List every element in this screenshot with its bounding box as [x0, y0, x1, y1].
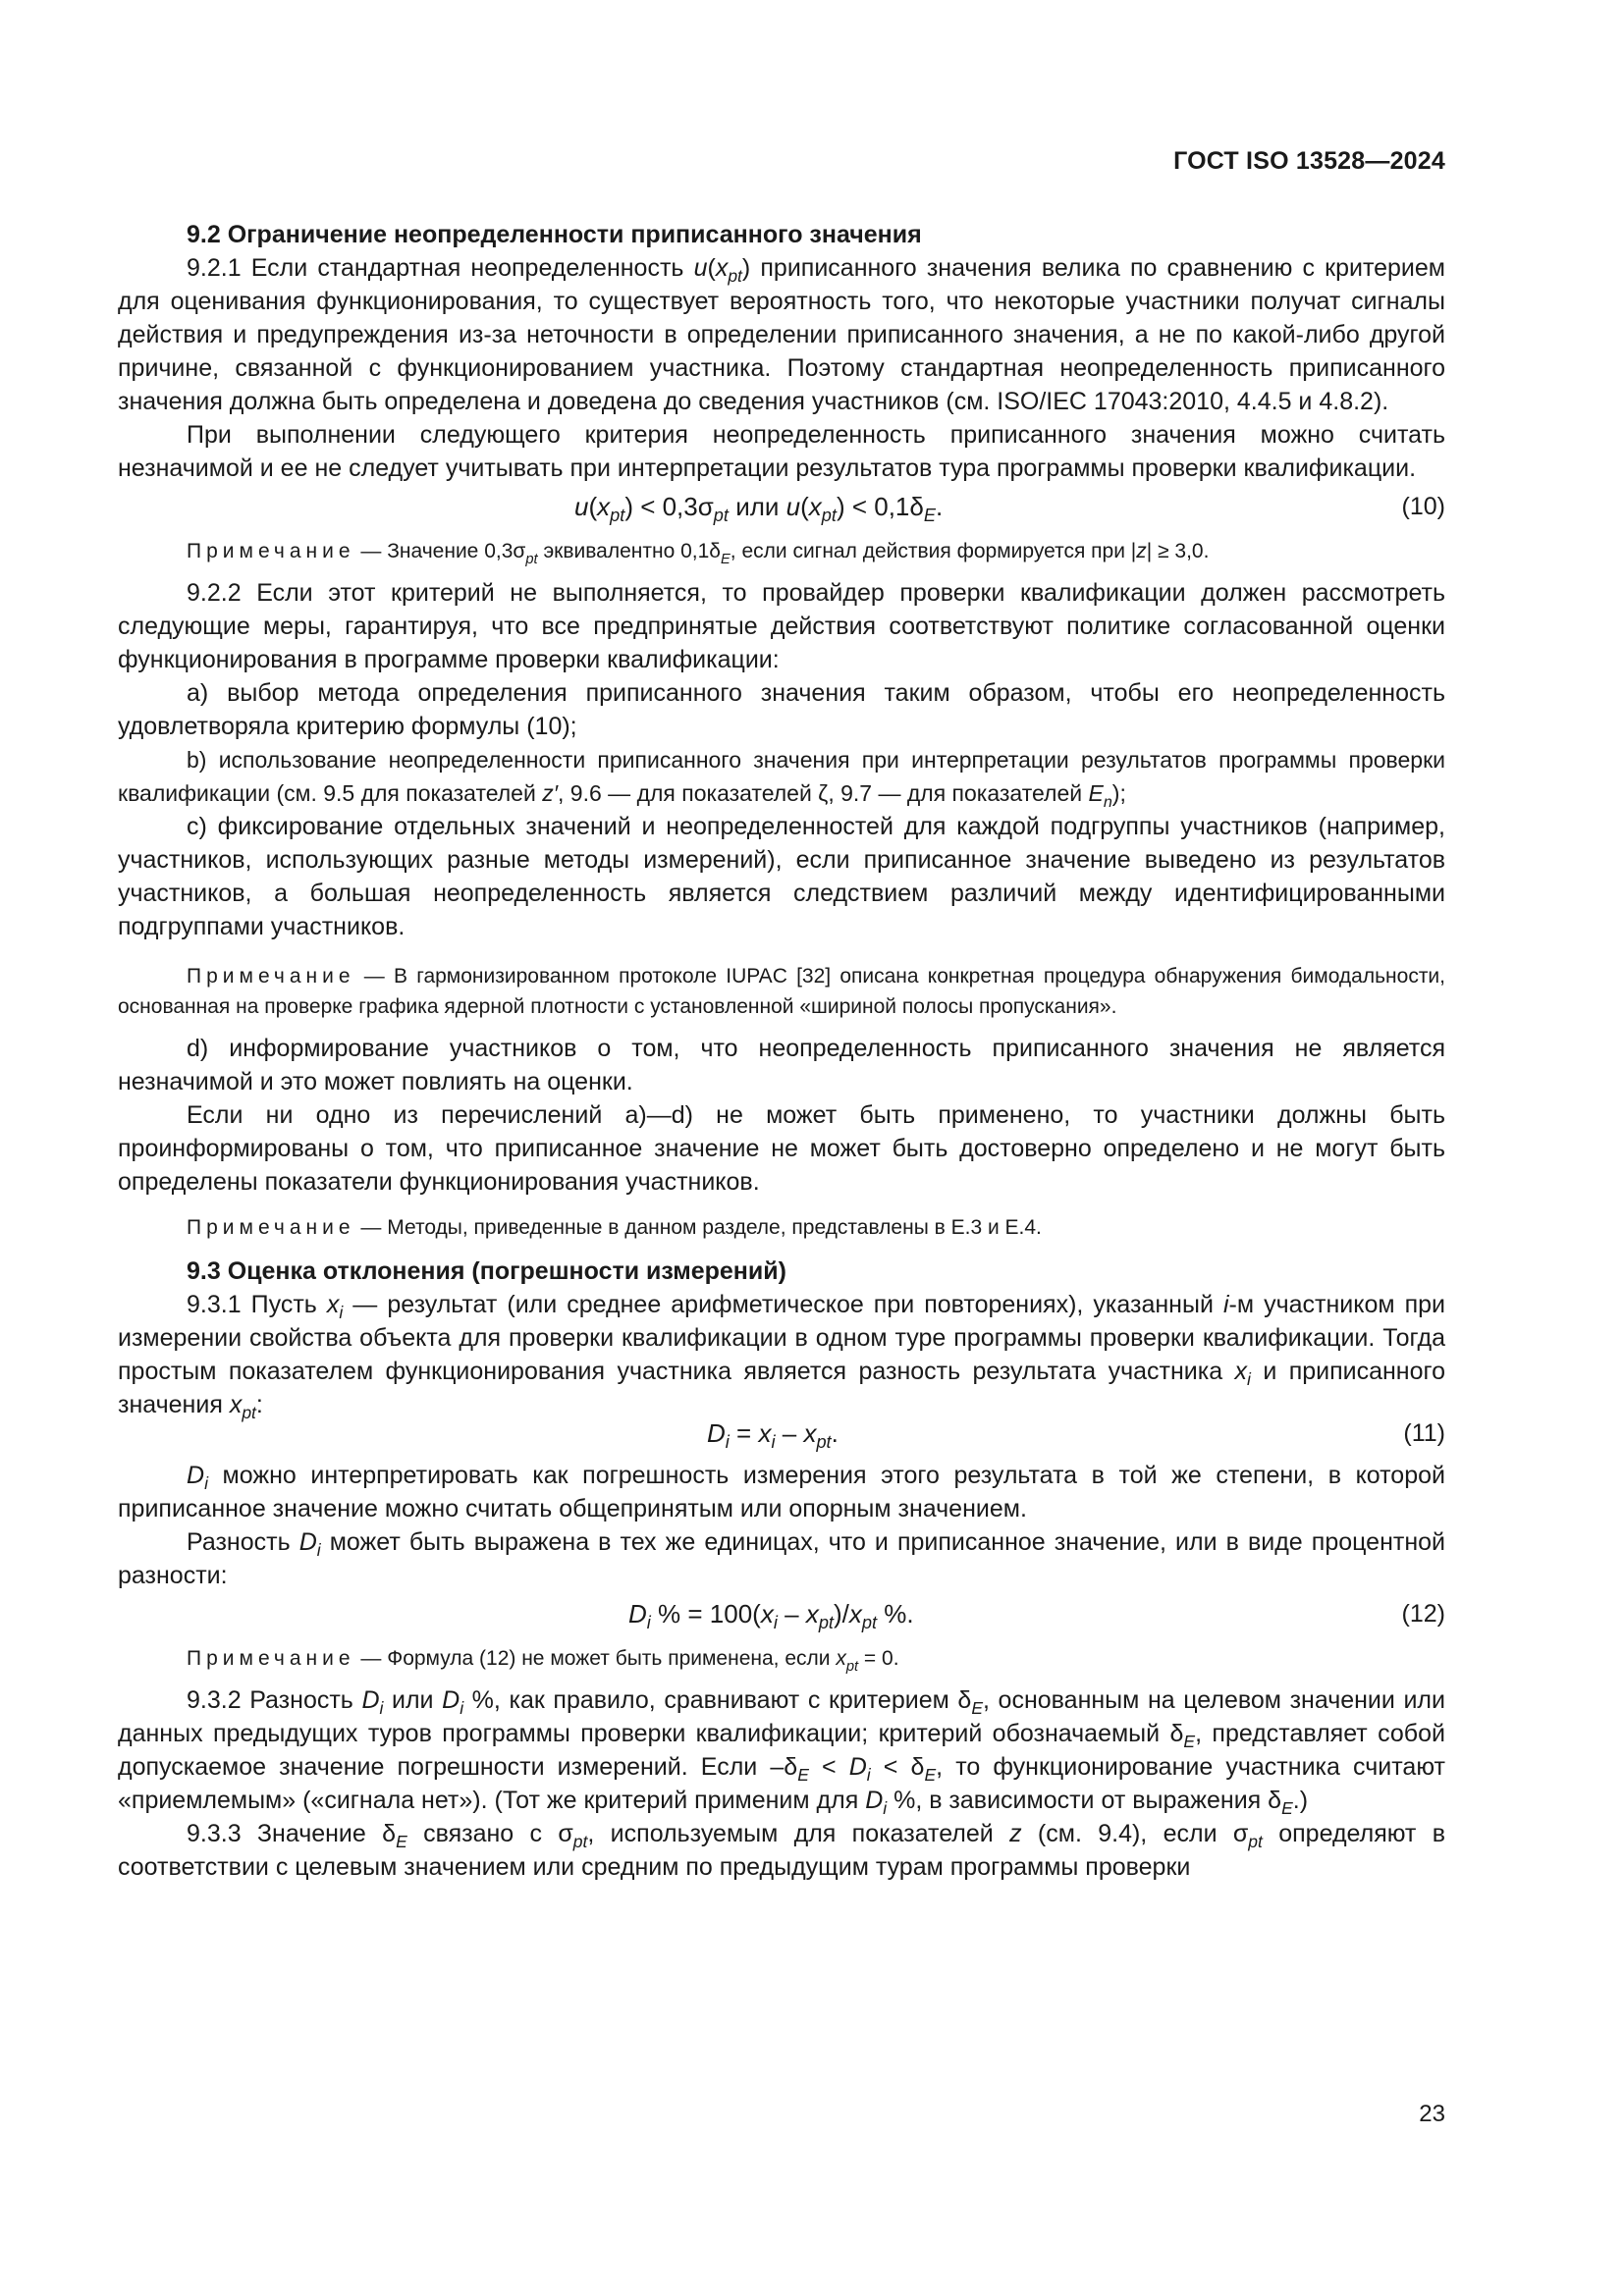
paragraph-di-interpretation: $D_i$ можно интерпретировать как погрешность измерения этого результата в той же степени, в которой приписанное значение можно считать общепринятым или опорным значением.	[118, 1462, 1445, 1522]
document-id-header: ГОСТ ISO 13528—2024	[1173, 147, 1445, 175]
paragraph-9-3-2: 9.3.2 Разность $D_i$ или $D_i$ %, как правило, сравнивают с критерием $\delta_E$, основанным на целевом значении или данных предыдущих туров программы проверки квалификации; критерий обозначаемый $\delta_E$, представляет собой допускаемое значение погрешности измерений. Если $-\delta_E < D_i < \delta_E$, то функционирование участника считают «приемлемым» («сигнала нет»). (Тот же критерий применим для $D_i$ %, в зависимости от выражения $\delta_E$.)	[118, 1686, 1445, 1818]
formula-12-number: (12)	[1401, 1600, 1445, 1628]
page-number: 23	[1419, 2101, 1445, 2127]
list-item-a: а) выбор метода определения приписанного значения таким образом, чтобы его неопределенность удовлетворяла критерию формулы (10);	[118, 679, 1445, 740]
formula-10-expression: $u(x_{pt}) < 0,3\sigma_{pt}$ или $u(x_{pt}) < 0,1\delta_E$.	[574, 492, 944, 525]
list-item-c: с) фиксирование отдельных значений и неопределенностей для каждой подгруппы участников (например, участников, использующих разные методы измерений), если приписанное значение выведено из результатов участников, а большая неопределенность является следствием различий между идентифицированными подгруппами участников.	[118, 813, 1445, 940]
page-content	[118, 218, 1445, 1884]
note-2: Примечание — В гармонизированном протоколе IUPAC [32] описана конкретная процедура обнаружения бимодальности, основанная на проверке графика ядерной плотности с установленной «шириной полосы пропускания».	[118, 965, 1445, 1018]
paragraph-9-3-3: 9.3.3 Значение $\delta_E$ связано с $\sigma_{pt}$, используемым для показателей z (см. 9.4), если $\sigma_{pt}$ определяют в соответствии с целевым значением или средним по предыдущим турам программы проверки	[118, 1820, 1445, 1881]
formula-11-expression: $D_i = x_i - x_{pt}$.	[707, 1418, 839, 1452]
paragraph-9-3-1: 9.3.1 Пусть $x_i$ — результат (или среднее арифметическое при повторениях), указанный i-м участником при измерении свойства объекта для проверки квалификации в одном туре программы проверки квалификации. Тогда простым показателем функционирования участника является разность результата участника $x_i$ и приписанного значения $x_{pt}$:	[118, 1291, 1445, 1422]
note-3: Примечание — Методы, приведенные в данном разделе, представлены в Е.3 и Е.4.	[187, 1216, 1042, 1239]
paragraph-none-applicable: Если ни одно из перечислений а)—d) не может быть применено, то участники должны быть проинформированы о том, что приписанное значение не может быть достоверно определено и не могут быть определены показатели функционирования участников.	[118, 1101, 1445, 1196]
paragraph-9-2-2: 9.2.2 Если этот критерий не выполняется, то провайдер проверки квалификации должен рассмотреть следующие меры, гарантируя, что все предпринятые действия соответствуют политике согласованной оценки функционирования в программе проверки квалификации:	[118, 579, 1445, 673]
section-heading-9-3: 9.3 Оценка отклонения (погрешности измерений)	[187, 1257, 786, 1285]
formula-11	[118, 1414, 1445, 1453]
formula-10	[118, 487, 1445, 526]
paragraph-9-2-1: 9.2.1 Если стандартная неопределенность $u(x_{pt})$ приписанного значения велика по сравнению с критерием для оценивания функционирования, то существует вероятность того, что некоторые участники получат сигналы действия и предупреждения из-за неточности в определении приписанного значения, а не по какой-либо другой причине, связанной с функционированием участника. Поэтому стандартная неопределенность приписанного значения должна быть определена и доведена до сведения участников (см. ISO/IEC 17043:2010, 4.4.5 и 4.8.2).	[118, 254, 1445, 415]
list-item-d: d) информирование участников о том, что неопределенность приписанного значения не является незначимой и это может повлиять на оценки.	[118, 1035, 1445, 1095]
formula-12	[118, 1594, 1445, 1633]
formula-12-expression: $D_i$ % = $100(x_i - x_{pt})/x_{pt}$ %.	[628, 1599, 914, 1632]
paragraph-difference: Разность $D_i$ может быть выражена в тех же единицах, что и приписанное значение, или в виде процентной разности:	[118, 1528, 1446, 1589]
formula-10-number: (10)	[1401, 493, 1445, 520]
paragraph-criterion: При выполнении следующего критерия неопределенность приписанного значения можно считать незначимой и ее не следует учитывать при интерпретации результатов тура программы проверки квалификации.	[118, 421, 1445, 482]
list-item-b: b) использование неопределенности приписанного значения при интерпретации результатов программы проверки квалификации (см. 9.5 для показателей z′, 9.6 — для показателей ζ, 9.7 — для показателей $E_n$);	[118, 747, 1445, 811]
note-4: Примечание — Формула (12) не может быть применена, если $x_{pt} = 0$.	[187, 1647, 899, 1675]
formula-11-number: (11)	[1403, 1419, 1445, 1447]
note-1: Примечание — Значение $0,3\sigma_{pt}$ эквивалентно $0,1\delta_E$, если сигнал действия формируется при |z| ≥ 3,0.	[187, 540, 1210, 567]
section-heading-9-2: 9.2 Ограничение неопределенности приписанного значения	[187, 221, 922, 248]
